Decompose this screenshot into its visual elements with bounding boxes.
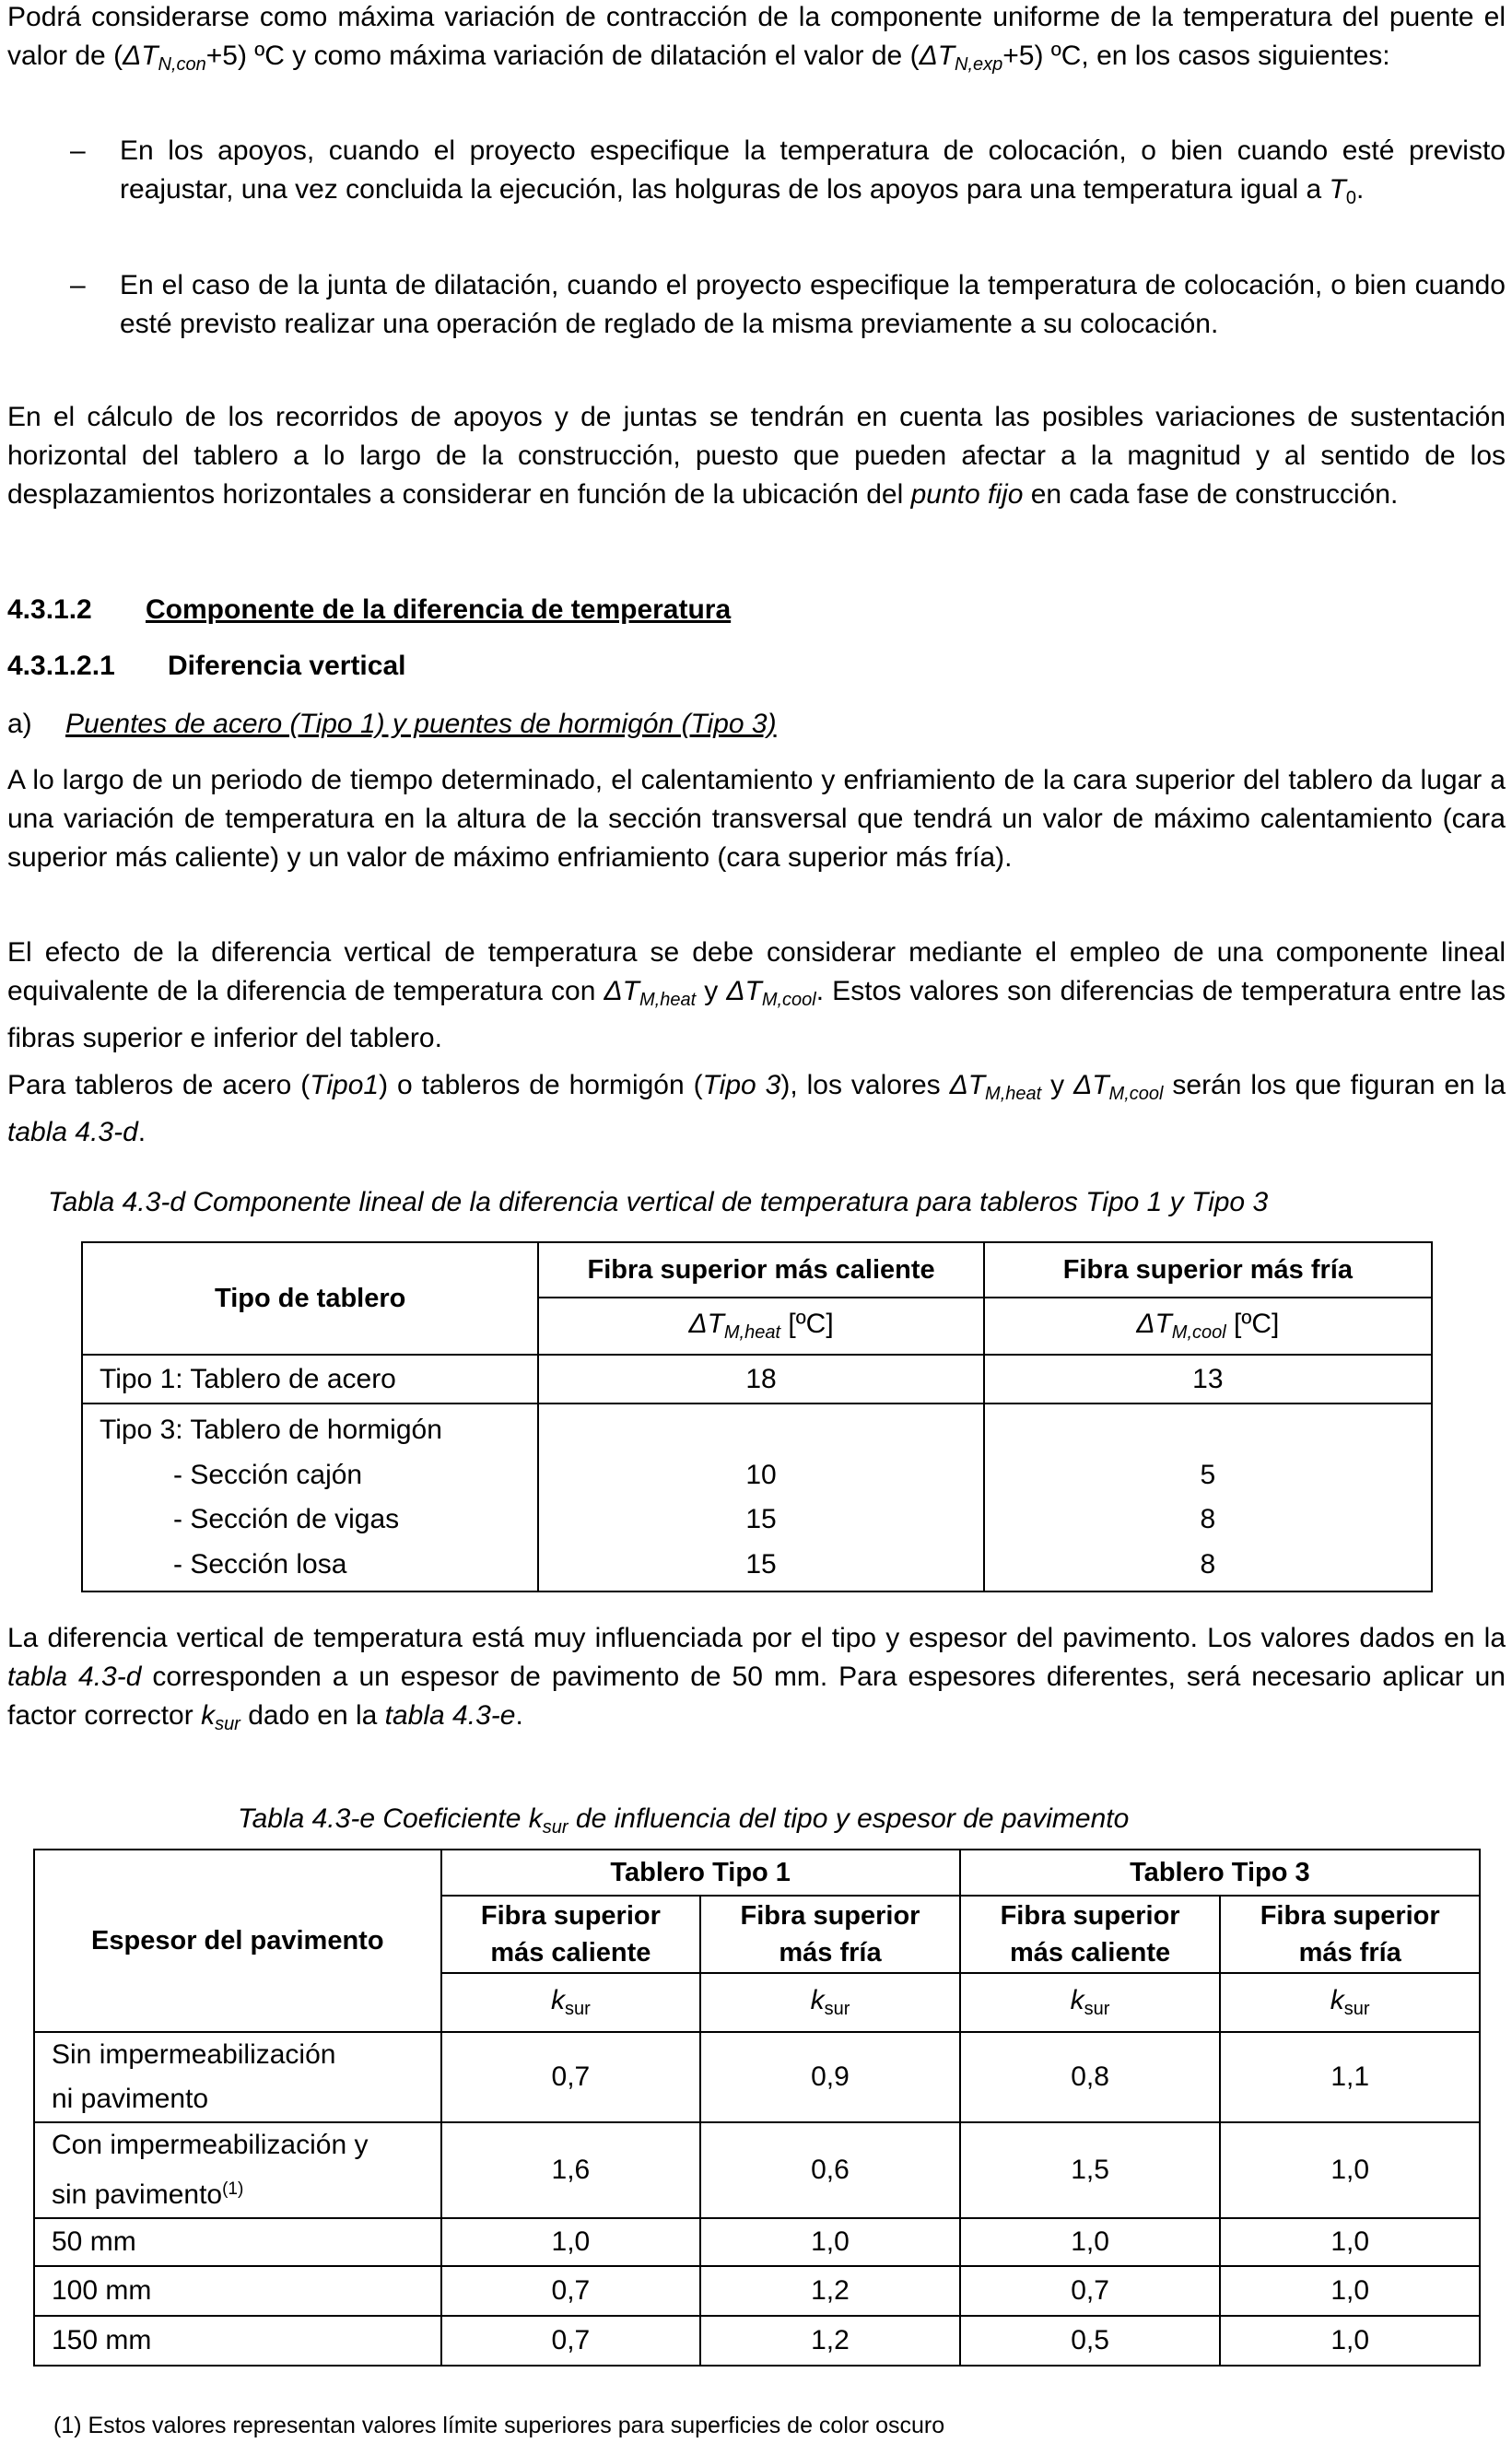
subscript: 0 — [1345, 188, 1356, 208]
paragraph-tableros — [7, 1066, 1506, 1152]
row-label: - Sección cajón — [173, 1459, 363, 1490]
text: En los apoyos, cuando el proyecto especifique la temperatura de colocación, o bien cuando esté previsto reajustar, una vez concluida la ejecución, las holguras de los apoyos para una temperatura igual a — [120, 135, 1506, 205]
cell-value: 0,8 — [960, 2032, 1221, 2122]
subscript: sur — [564, 1999, 591, 2019]
text: ) o tableros de hormigón ( — [379, 1070, 703, 1100]
text: Podrá considerarse como máxima variación de contracción de la componente uniforme de la temperatura del puente el valor de ( — [7, 2, 1506, 71]
text: de influencia del tipo y espesor de pavimento — [568, 1803, 1130, 1834]
subscript: M,heat — [639, 990, 697, 1010]
cell-value: 1,0 — [1220, 2218, 1480, 2266]
cell-value: 1,1 — [1220, 2032, 1480, 2122]
text: . — [515, 1700, 523, 1731]
text: El efecto de la diferencia vertical de temperatura se debe considerar mediante el empleo de una componente lineal equivalente de la diferencia de temperatura con — [7, 937, 1506, 1006]
table-d — [81, 1241, 1433, 1592]
subscript: M,cool — [1171, 1322, 1226, 1343]
text: y — [696, 976, 727, 1006]
cell-value: 0,7 — [441, 2266, 701, 2316]
section-heading — [7, 591, 732, 629]
cell-value: 1,2 — [700, 2316, 960, 2366]
text: ni pavimento — [52, 2084, 209, 2114]
table-row — [34, 2032, 1480, 2122]
header-mas-fria — [700, 1896, 960, 1973]
cell-value: 15 — [745, 1548, 777, 1580]
header-mas-fria: Fibra superior más fría — [984, 1242, 1432, 1298]
row-label-group — [82, 1404, 538, 1591]
k-symbol: k — [550, 1985, 565, 2015]
row-label: 50 mm — [34, 2218, 441, 2266]
subscript: N,con — [158, 54, 206, 75]
table-row — [82, 1355, 1432, 1404]
paragraph-pavimento — [7, 1619, 1506, 1744]
delta-t: ΔT — [726, 976, 762, 1006]
emphasis: Tipo 3 — [702, 1070, 781, 1100]
text: Fibra superior — [1260, 1901, 1440, 1931]
table-row — [34, 2266, 1480, 2316]
subscript: M,cool — [1108, 1084, 1164, 1104]
cell-value: 10 — [745, 1459, 777, 1490]
text: Fibra superior — [740, 1901, 920, 1931]
table-reference: tabla 4.3-e — [384, 1700, 516, 1731]
bullet-dash: – — [70, 270, 86, 300]
section-number: 4.3.1.2.1 — [7, 651, 115, 681]
unit: [ºC] — [788, 1309, 834, 1339]
cell-value: 0,9 — [700, 2032, 960, 2122]
subscript: sur — [824, 1999, 850, 2019]
subscript: sur — [542, 1817, 568, 1838]
row-label — [34, 2032, 441, 2122]
subsection-heading — [7, 647, 406, 686]
text: La diferencia vertical de temperatura está muy influenciada por el tipo y espesor del pavimento. Los valores dados en la — [7, 1623, 1506, 1653]
subscript: sur — [1343, 1999, 1370, 2019]
emphasis: punto fijo — [910, 479, 1024, 510]
row-label: - Sección losa — [173, 1548, 347, 1580]
section-number: 4.3.1.2 — [7, 594, 92, 625]
cell-value: 1,2 — [700, 2266, 960, 2316]
text: Con impermeabilización y — [52, 2130, 369, 2160]
cell-value: 18 — [538, 1355, 983, 1404]
cell-value: 13 — [984, 1355, 1432, 1404]
bullet-dash: – — [70, 135, 86, 166]
row-label: Tipo 3: Tablero de hormigón — [100, 1415, 442, 1445]
row-label: 150 mm — [34, 2316, 441, 2366]
header-tablero-tipo-3: Tablero Tipo 3 — [960, 1850, 1480, 1896]
table-row — [34, 2218, 1480, 2266]
row-label: Tipo 1: Tablero de acero — [82, 1355, 538, 1404]
delta-t: ΔT — [604, 976, 639, 1006]
text: dado en la — [240, 1700, 385, 1731]
delta-t: ΔT — [688, 1309, 724, 1339]
header-delta-cool — [984, 1298, 1432, 1355]
k-symbol: k — [1070, 1985, 1084, 2015]
header-mas-caliente: Fibra superior más caliente — [538, 1242, 983, 1298]
text: corresponden a un espesor de pavimento de 50 mm. Para espesores diferentes, será necesario aplicar un factor corrector — [7, 1662, 1506, 1731]
header-tipo-tablero: Tipo de tablero — [82, 1242, 538, 1355]
text: Sin impermeabilización — [52, 2039, 336, 2070]
cell-value: 1,0 — [700, 2218, 960, 2266]
subsection-a — [7, 705, 777, 744]
header-ksur — [960, 1973, 1221, 2032]
header-delta-heat — [538, 1298, 983, 1355]
cell-value: 0,7 — [441, 2316, 701, 2366]
header-ksur — [1220, 1973, 1480, 2032]
header-mas-caliente — [960, 1896, 1221, 1973]
header-espesor: Espesor del pavimento — [34, 1850, 441, 2032]
cell-value: 1,6 — [441, 2122, 701, 2218]
text: en cada fase de construcción. — [1023, 479, 1399, 510]
table-header-row — [82, 1242, 1432, 1298]
unit: [ºC] — [1234, 1309, 1280, 1339]
bullet-item-1 — [120, 132, 1506, 217]
text: . — [137, 1117, 147, 1147]
delta-t: ΔT — [949, 1070, 986, 1100]
row-label — [34, 2122, 441, 2218]
cell-value: 8 — [1200, 1548, 1216, 1580]
header-mas-caliente — [441, 1896, 701, 1973]
subscript: M,heat — [723, 1322, 781, 1343]
delta-t: ΔT — [1073, 1070, 1109, 1100]
text: Tabla 4.3-e Coeficiente k — [238, 1803, 543, 1834]
footnote-marker: (1) — [222, 2179, 244, 2199]
table-header-row — [34, 1850, 1480, 1896]
cell-group — [984, 1404, 1432, 1591]
text: y — [1041, 1070, 1074, 1100]
delta-t: ΔT — [1136, 1309, 1172, 1339]
table-e-caption — [238, 1801, 1129, 1846]
cell-group — [538, 1404, 983, 1591]
header-ksur — [441, 1973, 701, 2032]
cell-value: 1,5 — [960, 2122, 1221, 2218]
table-d-caption: Tabla 4.3-d Componente lineal de la diferencia vertical de temperatura para tableros Tipo 1 y Tipo 3 — [48, 1187, 1269, 1217]
k-symbol: k — [810, 1985, 825, 2015]
subscript: M,cool — [761, 990, 816, 1010]
text: más caliente — [1010, 1938, 1171, 1967]
text: . — [1355, 174, 1365, 205]
subsection-title: Puentes de acero (Tipo 1) y puentes de hormigón (Tipo 3) — [65, 709, 777, 739]
table-reference: tabla 4.3-d — [7, 1117, 138, 1147]
subscript: sur — [215, 1714, 240, 1734]
text: sin pavimento — [52, 2179, 223, 2210]
text: ), los valores — [780, 1070, 950, 1100]
cell-value: 1,0 — [441, 2218, 701, 2266]
table-e — [33, 1849, 1481, 2367]
header-mas-fria — [1220, 1896, 1480, 1973]
table-row-group — [82, 1404, 1432, 1591]
cell-value: 1,0 — [1220, 2316, 1480, 2366]
cell-value: 8 — [1200, 1504, 1216, 1534]
text: serán los que figuran en la — [1163, 1070, 1506, 1100]
text: +5) ºC y como máxima variación de dilatación el valor de ( — [205, 41, 920, 71]
cell-value: 0,7 — [960, 2266, 1221, 2316]
paragraph-intro — [7, 0, 1506, 84]
cell-value: 0,5 — [960, 2316, 1221, 2366]
delta-t: ΔT — [919, 41, 955, 71]
cell-value: 0,7 — [441, 2032, 701, 2122]
delta-t: ΔT — [123, 41, 158, 71]
subscript: sur — [1084, 1999, 1110, 2019]
section-title: Componente de la diferencia de temperatura — [146, 594, 732, 625]
text: más fría — [1298, 1938, 1401, 1967]
emphasis: Tipo1 — [310, 1070, 380, 1100]
section-title: Diferencia vertical — [168, 651, 406, 681]
bullet-item-2: En el caso de la junta de dilatación, cuando el proyecto especifique la temperatura de colocación, o bien cuando esté previsto realizar una operación de reglado de la misma previamente a su colocación. — [120, 270, 1506, 339]
t-symbol: T — [1329, 174, 1346, 205]
text: Fibra superior — [1000, 1901, 1180, 1931]
row-label: 100 mm — [34, 2266, 441, 2316]
text: Para tableros de acero ( — [7, 1070, 311, 1100]
paragraph-calentamiento: A lo largo de un periodo de tiempo determinado, el calentamiento y enfriamiento de la cara superior del tablero da lugar a una variación de temperatura en la altura de la sección transversal que tendrá un valor de máximo calentamiento (cara superior más caliente) y un valor de máximo enfriamiento (cara superior más fría). — [7, 765, 1506, 873]
cell-value: 5 — [1200, 1459, 1216, 1490]
cell-value: 0,6 — [700, 2122, 960, 2218]
table-row — [34, 2316, 1480, 2366]
header-tablero-tipo-1: Tablero Tipo 1 — [441, 1850, 960, 1896]
table-reference: tabla 4.3-d — [7, 1662, 142, 1692]
subscript: M,heat — [985, 1084, 1042, 1104]
paragraph-efecto — [7, 934, 1506, 1058]
cell-value: 1,0 — [960, 2218, 1221, 2266]
text: . Estos valores son diferencias de temperatura entre las fibras superior e inferior del tablero. — [7, 976, 1506, 1053]
cell-value: 15 — [745, 1504, 777, 1534]
list-label: a) — [7, 709, 32, 739]
text: más caliente — [490, 1938, 651, 1967]
subscript: N,exp — [955, 54, 1003, 75]
table-row — [34, 2122, 1480, 2218]
cell-value: 1,0 — [1220, 2266, 1480, 2316]
text: En el cálculo de los recorridos de apoyos y de juntas se tendrán en cuenta las posibles variaciones de sustentación horizontal del tablero a lo largo de la construcción, puesto que pueden afectar a la magnitud y al sentido de los desplazamientos horizontales a considerar en función de la ubicación del — [7, 402, 1506, 510]
header-ksur — [700, 1973, 960, 2032]
cell-value: 1,0 — [1220, 2122, 1480, 2218]
k-symbol: k — [201, 1700, 216, 1731]
text: más fría — [779, 1938, 882, 1967]
footnote: (1) Estos valores representan valores límite superiores para superficies de color oscuro — [53, 2413, 945, 2438]
text: +5) ºC, en los casos siguientes: — [1002, 41, 1390, 71]
k-symbol: k — [1330, 1985, 1344, 2015]
paragraph-recorridos — [7, 398, 1506, 514]
row-label: - Sección de vigas — [173, 1504, 400, 1534]
text: Fibra superior — [480, 1901, 661, 1931]
